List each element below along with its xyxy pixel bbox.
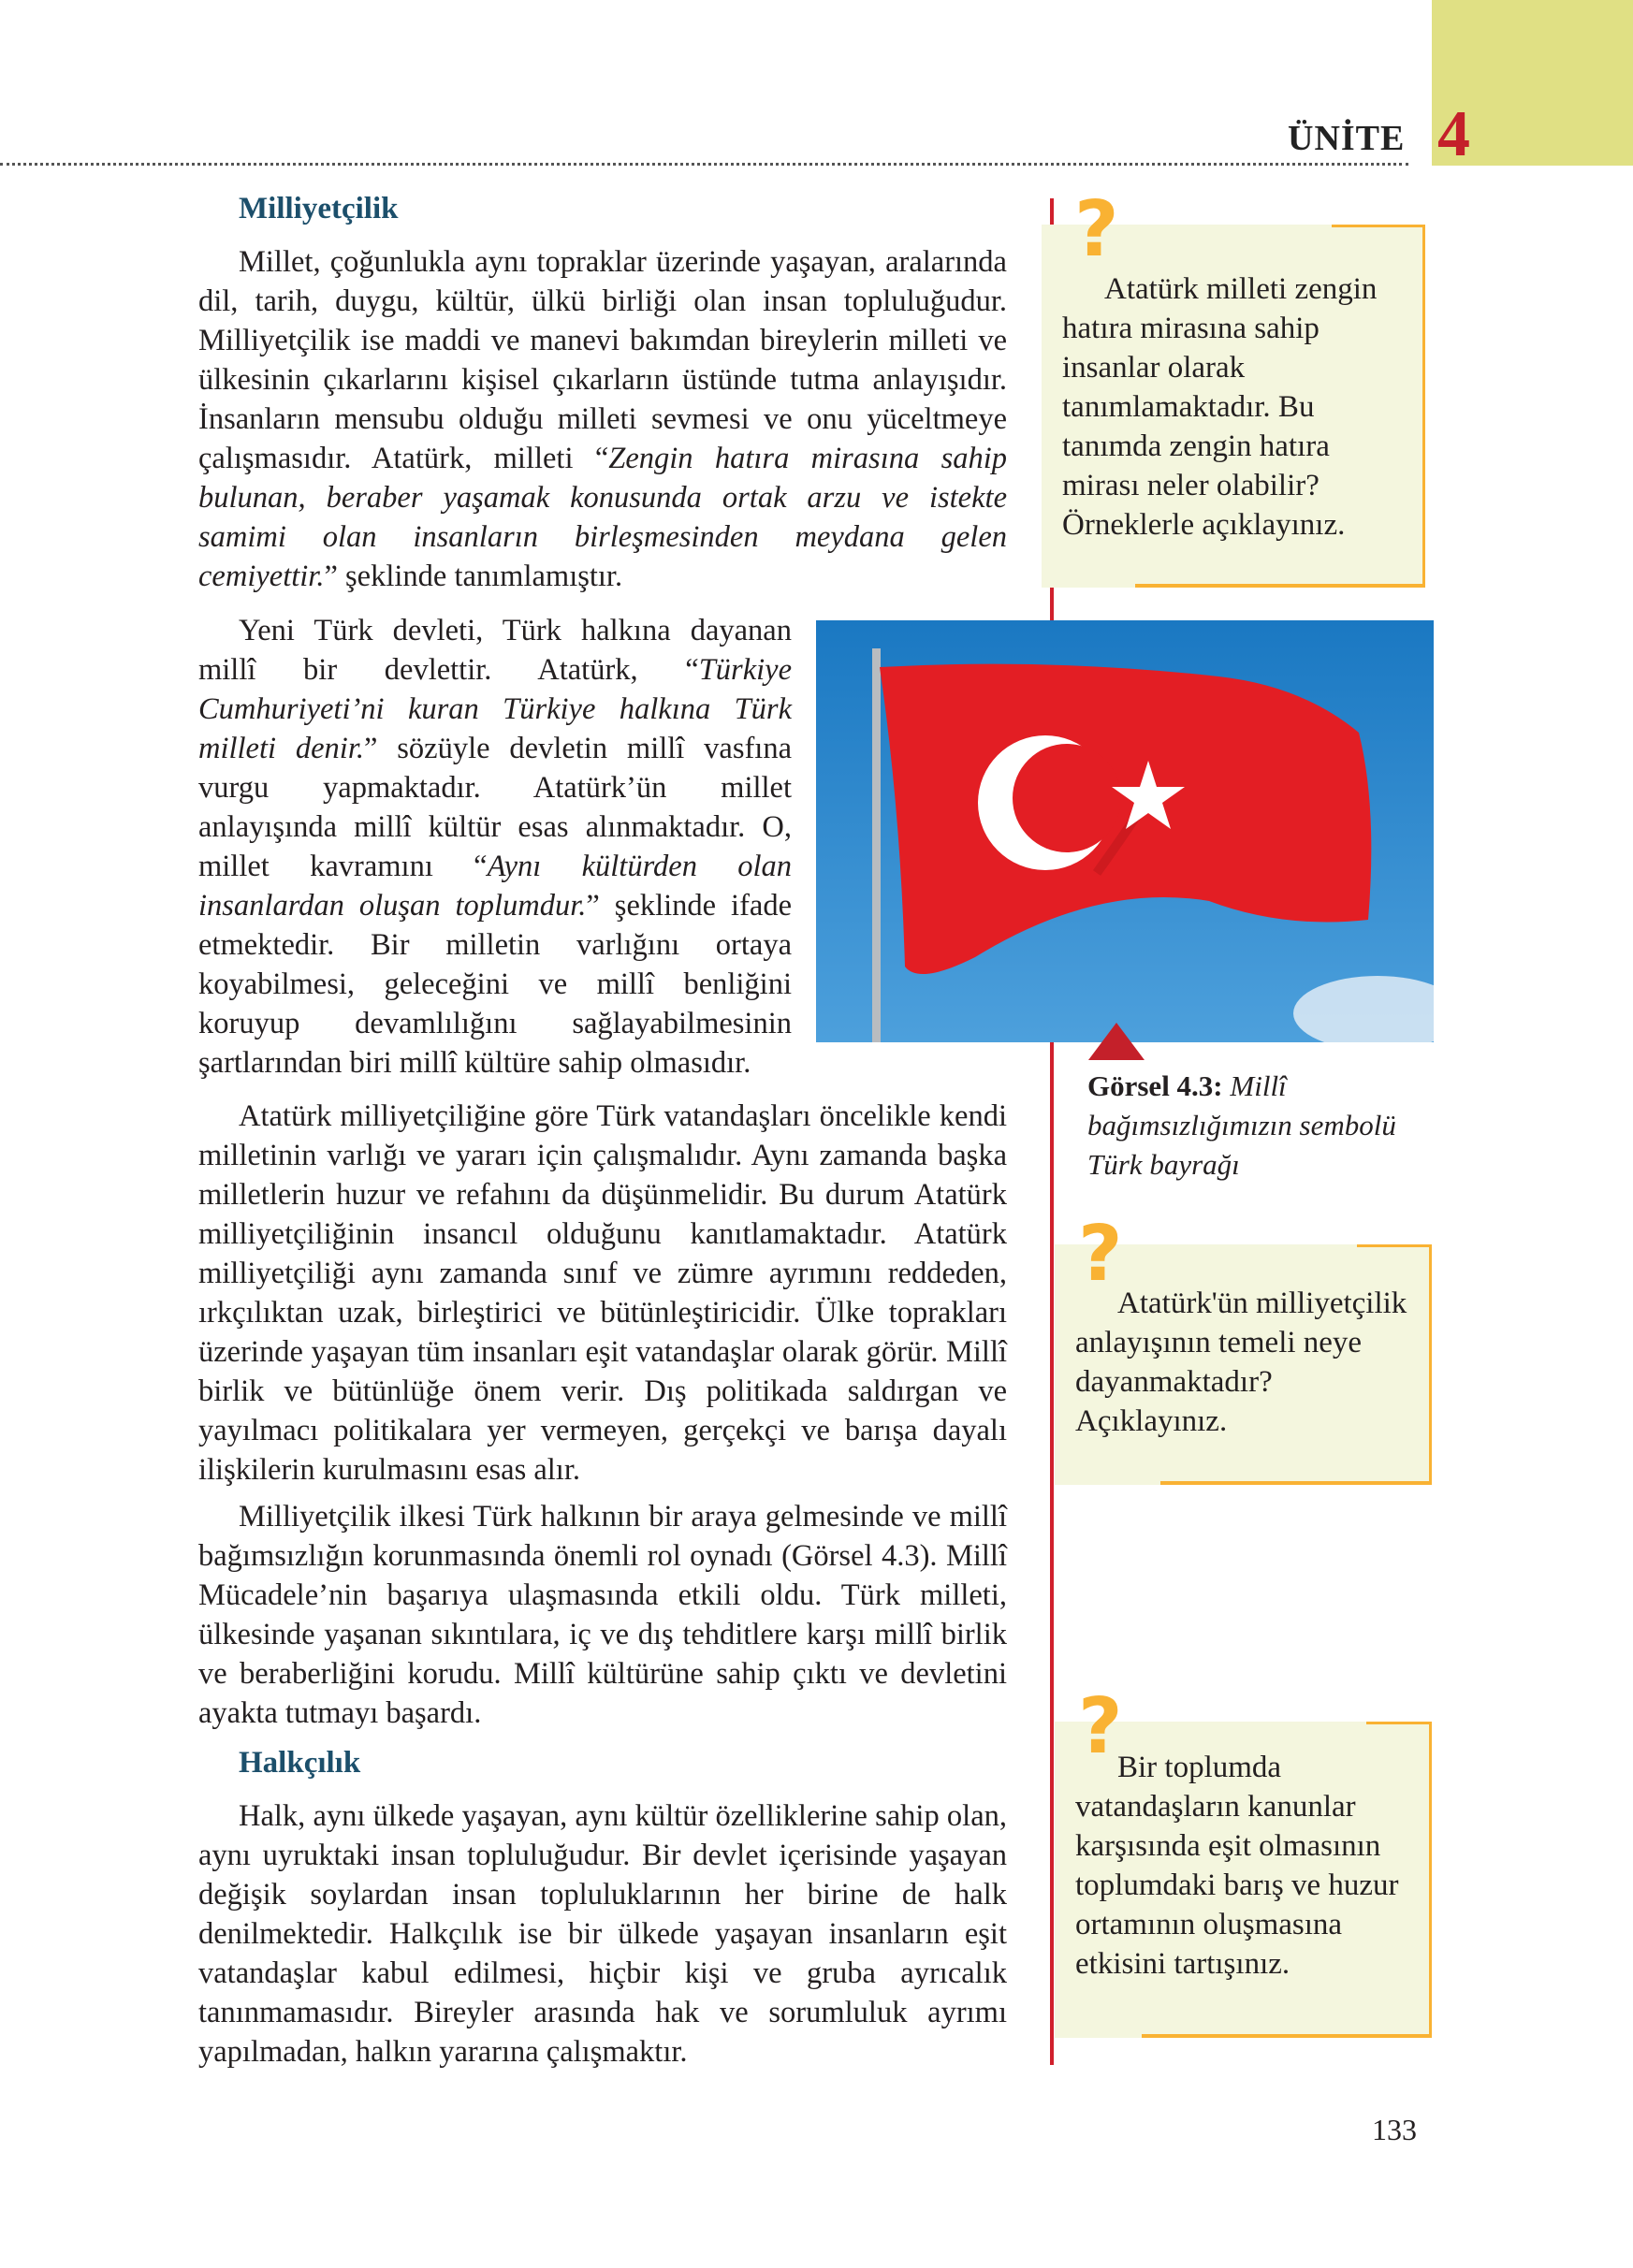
question-mark-icon: ? (1078, 1210, 1123, 1299)
figure-caption-text: Millî bağımsızlığımızın sembolü Türk bayrağı (1087, 1069, 1396, 1181)
question-text: Atatürk milleti zengin hatıra mirasına sahip insanlar olarak tanımlamaktadır. Bu tanımda zengin hatıra mirası neler olabilir? Örneklerle açıklayınız. (1062, 272, 1378, 542)
quote: Türkiye Cumhuriyeti’ni kuran Türkiye halkına Türk milleti denir. (198, 653, 792, 765)
turkish-flag-image (816, 620, 1434, 1042)
figure-caption (1087, 1067, 1443, 1185)
page-number: 133 (1372, 2113, 1417, 2146)
unit-label: ÜNİTE (1288, 119, 1406, 158)
question-mark-icon: ? (1074, 185, 1119, 274)
quote: Aynı kültürden olan insanlardan oluşan toplumdur. (198, 850, 792, 923)
section-title-milliyetcilik: Milliyetçilik (239, 192, 399, 225)
header-divider (0, 163, 1408, 166)
quote: Zengin hatıra mirasına sahip bulunan, beraber yaşamak konusunda ortak arzu ve istekte samimi olan insanların birleşmesinden meydana gelen cemiyettir. (198, 442, 1007, 593)
paragraph-3: Atatürk milliyetçiliğine göre Türk vatandaşları öncelikle kendi milletinin varlığı ve yararı için çalışmalıdır. Aynı zamanda başka milletlerin huzur ve refahını da düşünmelidir. Bu durum Atatürk milliyetçiliğinin insancıl olduğunu kanıtlamaktadır. Atatürk milliyetçiliği aynı zamanda sınıf ve zümre ayrımını reddeden, ırkçılıktan uzak, birleştirici ve bütünleştiricidir. Ülke toprakları üzerinde yaşayan tüm insanları eşit vatandaşlar olarak görür. Millî birlik ve bütünlüğe önem verir. Dış politikada saldırgan ve yayılmacı politikalara yer vermeyen, gerçekçi ve barışa dayalı ilişkilerin kurulmasını esas alır. (198, 1099, 1007, 1487)
question-text: Atatürk'ün milliyetçilik anlayışının temeli neye dayanmaktadır? Açıklayınız. (1075, 1287, 1407, 1438)
text: ” şeklinde ifade etmektedir. Bir milletin varlığını ortaya koyabilmesi, geleceğini ve millî benliğini koruyup devamlılığını sağlayabilmesinin şartlarından biri millî kültüre sahip olmasıdır. (198, 889, 792, 1080)
text: Yeni Türk devleti, Türk halkına dayanan millî bir devlettir. Atatürk, “ (198, 614, 792, 687)
paragraph-2 (198, 611, 792, 1083)
text: Millet, çoğunlukla aynı topraklar üzerinde yaşayan, aralarında dil, tarih, duygu, kültür, ülkü birliği olan insan topluluğudur. Milliyetçilik ise maddi ve manevi bakımdan bireylerin milleti ve ülkesinin çıkarlarını kişisel çıkarların üstünde tutma anlayışıdır. İnsanların mensubu olduğu milleti sevmesi ve onu yüceltmeye çalışmasıdır. Atatürk, milleti “ (198, 245, 1007, 475)
paragraph-5: Halk, aynı ülkede yaşayan, aynı kültür özelliklerine sahip olan, aynı uyruktaki insan topluluğudur. Bir devlet içerisinde yaşayan değişik soylardan insan topluluklarının her birine de halk denilmektedir. Halkçılık ise bir ülkede yaşayan insanların eşit vatandaşlar kabul edilmesi, hiçbir kişi ve gruba ayrıcalık tanınmamasıdır. Bireyler arasında hak ve sorumluluk ayrımı yapılmadan, halkın yararına çalışmaktır. (198, 1799, 1007, 2069)
question-text: Bir toplumda vatandaşların kanunlar karşısında eşit olmasının toplumdaki barış ve huzur ortamının oluşmasına etkisini tartışınız. (1075, 1751, 1399, 1981)
unit-number: 4 (1437, 98, 1470, 170)
section-title-halkcilik: Halkçılık (239, 1746, 361, 1780)
paragraph-4: Milliyetçilik ilkesi Türk halkının bir araya gelmesinde ve millî bağımsızlığın korunmasında önemli rol oynadı (Görsel 4.3). Millî Mücadele’nin başarıya ulaşmasında etkili oldu. Türk milleti, ülkesinde yaşanan sıkıntılara, iç ve dış tehditlere karşı millî birlik ve beraberliğini korudu. Millî kültürüne sahip çıktı ve devletini ayakta tutmayı başardı. (198, 1500, 1007, 1730)
paragraph-1 (198, 242, 1007, 596)
caption-pointer (1088, 1023, 1145, 1060)
text: ” şeklinde tanımlamıştır. (324, 560, 623, 593)
question-mark-icon: ? (1078, 1682, 1123, 1771)
figure-label: Görsel 4.3: (1087, 1069, 1223, 1102)
question-box-1 (1042, 225, 1425, 588)
text: ” sözüyle devletin millî vasfına vurgu yapmaktadır. Atatürk’ün millet anlayışında millî kültür esas alınmaktadır. O, millet kavramını “ (198, 732, 793, 883)
